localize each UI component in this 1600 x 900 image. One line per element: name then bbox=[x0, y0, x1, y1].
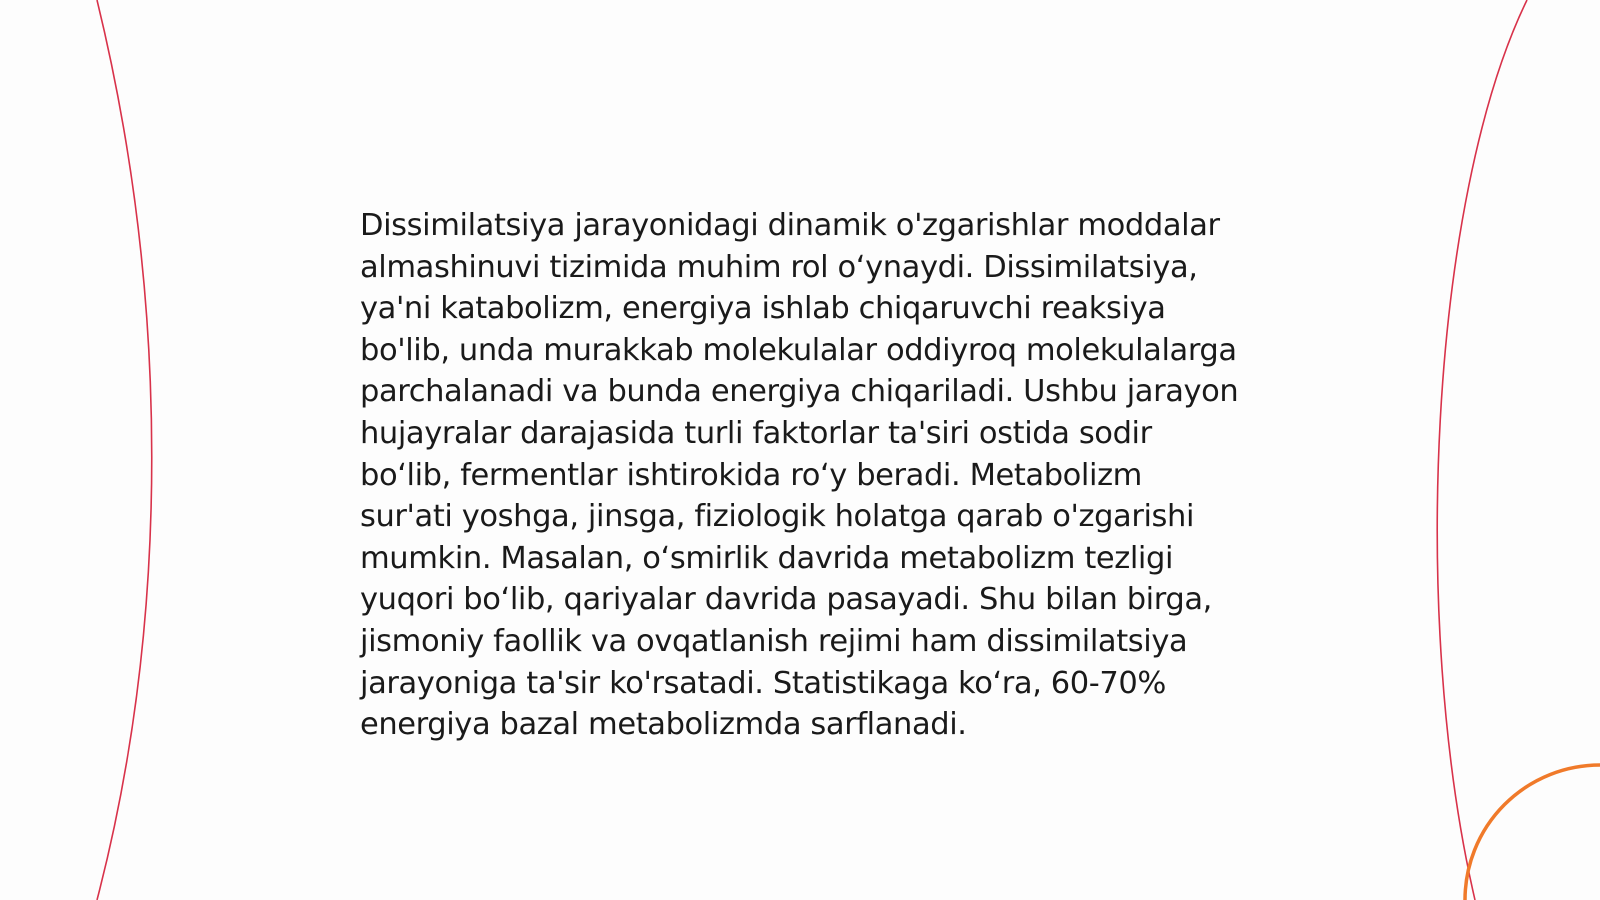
right-curve-line bbox=[1437, 0, 1527, 900]
slide-body-text: Dissimilatsiya jarayonidagi dinamik o'zgarishlar moddalar almashinuvi tizimida muhim rol o‘ynaydi. Dissimilatsiya, ya'ni katabolizm, energiya ishlab chiqaruvchi reaksiya bo'lib, unda murakkab molekulalar oddiyroq molekulalarga parchalanadi va bunda energiya chiqariladi. Ushbu jarayon hujayralar darajasida turli faktorlar ta'siri ostida sodir bo‘lib, fermentlar ishtirokida ro‘y beradi. Metabolizm sur'ati yoshga, jinsga, fiziologik holatga qarab o'zgarishi mumkin. Masalan, o‘smirlik davrida metabolizm tezligi yuqori bo‘lib, qariyalar davrida pasayadi. Shu bilan birga, jismoniy faollik va ovqatlanish rejimi ham dissimilatsiya jarayoniga ta'sir ko'rsatadi. Statistikaga ko‘ra, 60-70% energiya bazal metabolizmda sarflanadi. bbox=[360, 208, 1239, 743]
orange-arc bbox=[1465, 765, 1600, 900]
left-curve-line bbox=[97, 0, 152, 900]
